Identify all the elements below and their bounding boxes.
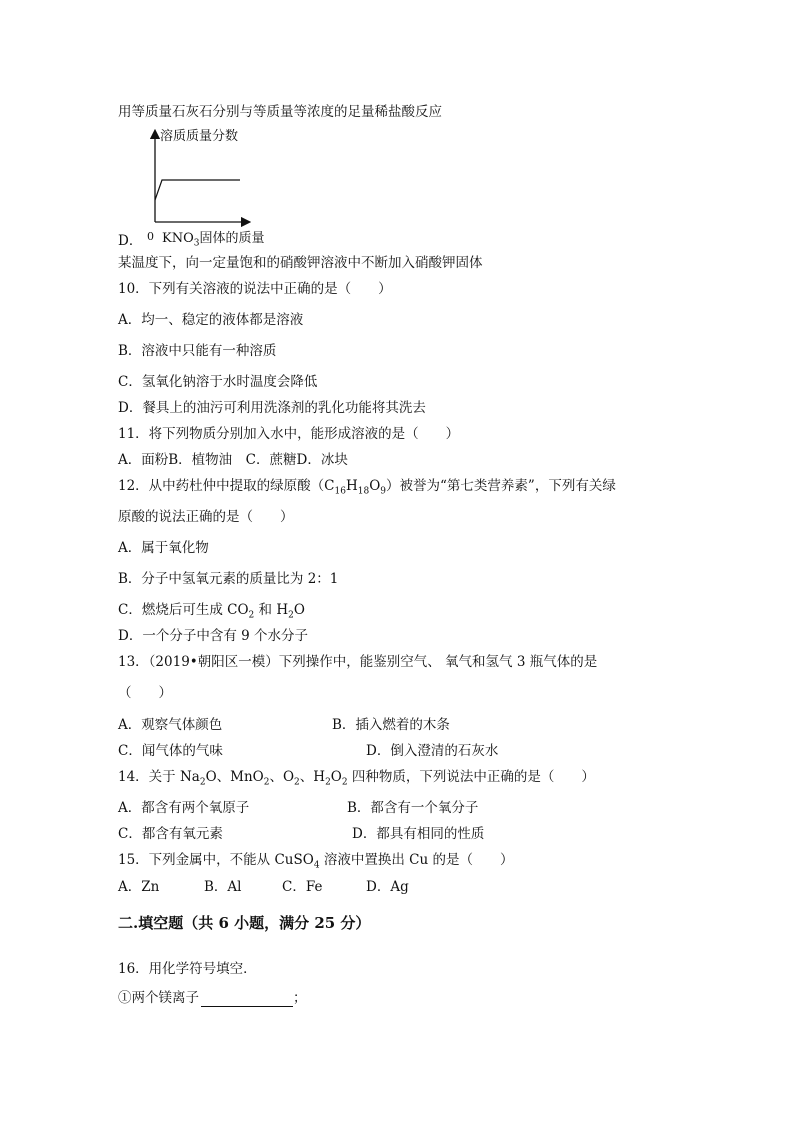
- q13-stem-line2: （ ）: [118, 685, 172, 701]
- option-d-label: D．: [118, 233, 143, 249]
- q14-stem: 14．关于 $Na_2O$、MnO$_2$、$O_2$、$H_2O_2$ 四种物质，下列说法中正确的是（ ）: [118, 769, 595, 788]
- q11-stem: 11．将下列物质分别加入水中，能形成溶液的是（ ）: [118, 426, 460, 442]
- q16-item1: ①两个镁离子 ；: [118, 990, 307, 1006]
- q15-option-d: D．Ag: [366, 879, 409, 895]
- q16-stem: 16．用化学符号填空．: [118, 961, 257, 977]
- q13-option-b: B．插入燃着的木条: [332, 717, 450, 733]
- q12-stem-line2: 原酸的说法正确的是（ ）: [118, 509, 294, 525]
- answer-blank[interactable]: [201, 992, 293, 1007]
- q14-option-d: D．都具有相同的性质: [352, 826, 485, 842]
- q12-stem: 12．从中药杜仲中提取的绿原酸$(C_{16}H_{18}O_9)$被誉为“第七类营养素”，下列有关绿: [118, 478, 616, 497]
- q14-option-b: B．都含有一个氧分子: [347, 800, 479, 816]
- q15-stem: 15．下列金属中，不能从 CuSO$_4$ 溶液中置换出 Cu 的是（ ）: [118, 852, 514, 871]
- q15-option-b: B．Al: [204, 879, 242, 895]
- q10-option-b: B．溶液中只能有一种溶质: [118, 343, 277, 359]
- q9-prev-caption: 用等质量石灰石分别与等质量等浓度的足量稀盐酸反应: [118, 104, 442, 120]
- q11-options: A．面粉B．植物油 C．蔗糖D．冰块: [118, 452, 348, 468]
- q15-option-a: A．Zn: [118, 879, 160, 895]
- graph-ylabel: 溶质质量分数: [160, 129, 239, 144]
- q10-option-a: A．均一、稳定的液体都是溶液: [118, 312, 304, 328]
- graph-xlabel: $KNO_3$固体的质量: [162, 231, 265, 249]
- q13-option-a: A．观察气体颜色: [118, 717, 223, 733]
- q10-option-c: C．氢氧化钠溶于水时温度会降低: [118, 374, 318, 390]
- graph-origin: 0: [147, 230, 154, 243]
- section-heading: 二.填空题（共 6 小题，满分 25 分）: [118, 914, 371, 932]
- q12-option-b: B．分子中氢氧元素的质量比为 2：1: [118, 571, 339, 587]
- q13-option-c: C．闻气体的气味: [118, 743, 223, 759]
- q13-option-d: D．倒入澄清的石灰水: [366, 743, 499, 759]
- graph-curve: [155, 180, 240, 200]
- option-d-caption: 某温度下，向一定量饱和的硝酸钾溶液中不断加入硝酸钾固体: [118, 255, 483, 271]
- q15-option-c: C．Fe: [282, 879, 323, 895]
- q10-stem: 10．下列有关溶液的说法中正确的是（ ）: [118, 281, 392, 297]
- q14-option-c: C．都含有氧元素: [118, 826, 223, 842]
- q13-stem: 13．（2019•朝阳区一模）下列操作中，能鉴别空气、 氧气和氢气 3 瓶气体的是: [118, 654, 598, 670]
- q12-option-d: D．一个分子中含有 9 个水分子: [118, 628, 308, 644]
- q12-option-c: C．燃烧后可生成 $CO_2$ 和 $H_2O$: [118, 602, 305, 621]
- q12-option-a: A．属于氧化物: [118, 540, 209, 556]
- q14-option-a: A．都含有两个氧原子: [118, 800, 250, 816]
- q10-option-d: D．餐具上的油污可利用洗涤剂的乳化功能将其洗去: [118, 400, 426, 416]
